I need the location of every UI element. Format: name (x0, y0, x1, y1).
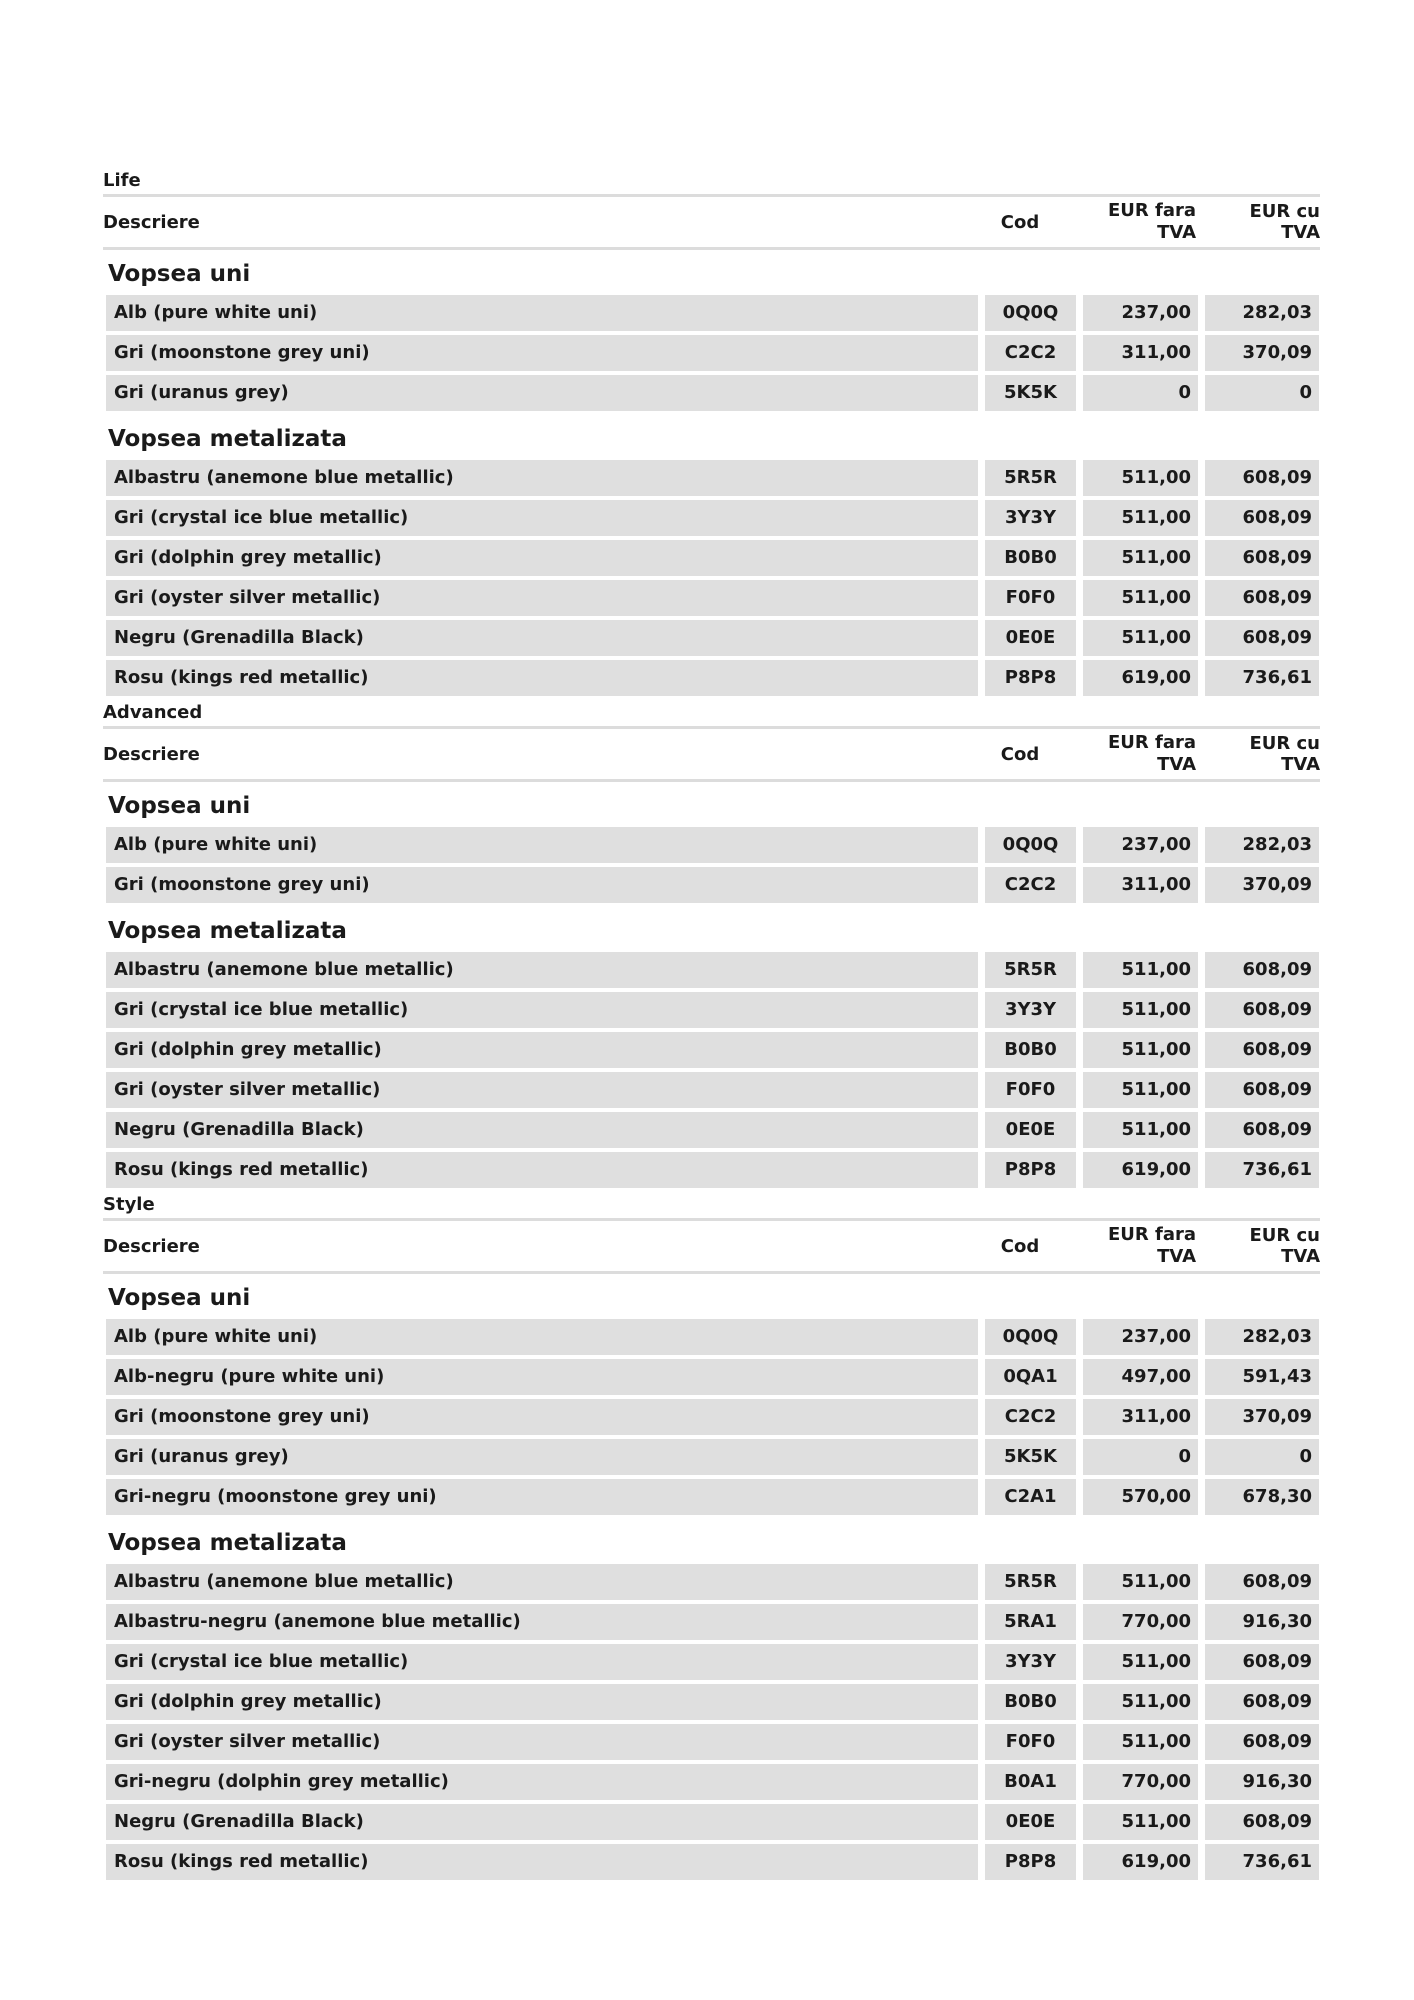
header-description: Descriere (103, 743, 200, 765)
table-row (103, 460, 1320, 500)
row-code: 3Y3Y (985, 992, 1076, 1028)
row-price-gross: 608,09 (1205, 1112, 1319, 1148)
row-code: B0B0 (985, 540, 1076, 576)
table-row (103, 335, 1320, 375)
trim-title: Advanced (103, 702, 203, 723)
row-description: Gri (oyster silver metallic) (106, 580, 978, 616)
row-description: Gri (oyster silver metallic) (106, 1072, 978, 1108)
row-price-net: 511,00 (1083, 1112, 1198, 1148)
row-price-gross: 608,09 (1205, 1804, 1319, 1840)
table-row (103, 1112, 1320, 1152)
row-code: B0B0 (985, 1032, 1076, 1068)
table-row (103, 540, 1320, 580)
row-price-net: 511,00 (1083, 460, 1198, 496)
table-row (103, 1684, 1320, 1724)
row-code: C2C2 (985, 335, 1076, 371)
table-row (103, 992, 1320, 1032)
row-description: Gri (crystal ice blue metallic) (106, 1644, 978, 1680)
row-code: F0F0 (985, 580, 1076, 616)
price-list-document (103, 168, 1320, 1884)
row-description: Alb (pure white uni) (106, 295, 978, 331)
row-price-net: 511,00 (1083, 540, 1198, 576)
row-price-gross: 608,09 (1205, 1072, 1319, 1108)
header-price-net: EUR fara TVA (1107, 732, 1196, 775)
table-row (103, 620, 1320, 660)
row-description: Gri (uranus grey) (106, 375, 978, 411)
table-row (103, 952, 1320, 992)
row-price-net: 311,00 (1083, 867, 1198, 903)
row-price-net: 511,00 (1083, 620, 1198, 656)
table-row (103, 1032, 1320, 1072)
row-code: 0Q0Q (985, 827, 1076, 863)
table-row (103, 1399, 1320, 1439)
row-price-gross: 608,09 (1205, 1684, 1319, 1720)
row-description: Rosu (kings red metallic) (106, 660, 978, 696)
trim-title: Style (103, 1194, 155, 1215)
row-description: Gri (crystal ice blue metallic) (106, 992, 978, 1028)
table-row (103, 1764, 1320, 1804)
row-code: C2A1 (985, 1479, 1076, 1515)
row-price-net: 0 (1083, 1439, 1198, 1475)
row-code: 5R5R (985, 460, 1076, 496)
row-code: P8P8 (985, 1152, 1076, 1188)
row-price-net: 619,00 (1083, 1844, 1198, 1880)
header-price-net: EUR fara TVA (1107, 200, 1196, 243)
row-price-gross: 608,09 (1205, 540, 1319, 576)
row-code: P8P8 (985, 660, 1076, 696)
trim-title: Life (103, 170, 141, 191)
row-description: Albastru (anemone blue metallic) (106, 952, 978, 988)
row-code: 0QA1 (985, 1359, 1076, 1395)
row-price-gross: 370,09 (1205, 867, 1319, 903)
row-price-net: 511,00 (1083, 1684, 1198, 1720)
row-code: B0A1 (985, 1764, 1076, 1800)
table-row (103, 1564, 1320, 1604)
row-description: Gri (dolphin grey metallic) (106, 1032, 978, 1068)
row-price-gross: 608,09 (1205, 580, 1319, 616)
row-price-net: 311,00 (1083, 335, 1198, 371)
row-price-gross: 608,09 (1205, 992, 1319, 1028)
row-description: Albastru-negru (anemone blue metallic) (106, 1604, 978, 1640)
row-price-gross: 0 (1205, 375, 1319, 411)
table-row (103, 1152, 1320, 1192)
row-description: Alb (pure white uni) (106, 827, 978, 863)
header-description: Descriere (103, 211, 200, 233)
table-row (103, 1072, 1320, 1112)
row-code: 0E0E (985, 620, 1076, 656)
table-header (103, 726, 1320, 782)
row-price-gross: 282,03 (1205, 295, 1319, 331)
row-price-gross: 608,09 (1205, 1724, 1319, 1760)
row-description: Alb-negru (pure white uni) (106, 1359, 978, 1395)
group-title: Vopsea metalizata (108, 426, 347, 452)
row-price-gross: 736,61 (1205, 1152, 1319, 1188)
group-title: Vopsea metalizata (108, 1530, 347, 1556)
row-price-net: 511,00 (1083, 992, 1198, 1028)
header-price-net: EUR fara TVA (1107, 1224, 1196, 1267)
row-price-net: 570,00 (1083, 1479, 1198, 1515)
row-description: Gri (moonstone grey uni) (106, 335, 978, 371)
row-price-gross: 370,09 (1205, 1399, 1319, 1435)
row-price-gross: 0 (1205, 1439, 1319, 1475)
row-code: 5K5K (985, 1439, 1076, 1475)
row-code: C2C2 (985, 867, 1076, 903)
row-price-gross: 916,30 (1205, 1604, 1319, 1640)
row-price-net: 0 (1083, 375, 1198, 411)
row-price-net: 237,00 (1083, 1319, 1198, 1355)
row-price-gross: 736,61 (1205, 1844, 1319, 1880)
table-row (103, 1724, 1320, 1764)
row-price-net: 511,00 (1083, 580, 1198, 616)
row-price-net: 511,00 (1083, 1724, 1198, 1760)
table-row (103, 1604, 1320, 1644)
row-price-gross: 678,30 (1205, 1479, 1319, 1515)
row-code: 5R5R (985, 952, 1076, 988)
group-title: Vopsea metalizata (108, 918, 347, 944)
row-price-net: 770,00 (1083, 1764, 1198, 1800)
row-price-gross: 608,09 (1205, 500, 1319, 536)
row-code: F0F0 (985, 1724, 1076, 1760)
row-price-net: 311,00 (1083, 1399, 1198, 1435)
row-price-net: 237,00 (1083, 827, 1198, 863)
row-code: P8P8 (985, 1844, 1076, 1880)
row-price-gross: 608,09 (1205, 1644, 1319, 1680)
row-code: C2C2 (985, 1399, 1076, 1435)
row-description: Rosu (kings red metallic) (106, 1844, 978, 1880)
row-description: Gri (dolphin grey metallic) (106, 1684, 978, 1720)
row-description: Gri (dolphin grey metallic) (106, 540, 978, 576)
row-code: 0E0E (985, 1112, 1076, 1148)
row-description: Negru (Grenadilla Black) (106, 620, 978, 656)
row-price-net: 619,00 (1083, 660, 1198, 696)
header-code: Cod (1000, 211, 1040, 233)
group-title: Vopsea uni (108, 261, 251, 287)
row-price-net: 511,00 (1083, 1072, 1198, 1108)
row-description: Negru (Grenadilla Black) (106, 1804, 978, 1840)
table-row (103, 1319, 1320, 1359)
row-description: Negru (Grenadilla Black) (106, 1112, 978, 1148)
row-price-net: 237,00 (1083, 295, 1198, 331)
row-price-net: 619,00 (1083, 1152, 1198, 1188)
row-price-gross: 591,43 (1205, 1359, 1319, 1395)
row-description: Albastru (anemone blue metallic) (106, 1564, 978, 1600)
row-price-gross: 608,09 (1205, 1032, 1319, 1068)
header-description: Descriere (103, 1235, 200, 1257)
table-row (103, 295, 1320, 335)
row-description: Gri (crystal ice blue metallic) (106, 500, 978, 536)
table-row (103, 1479, 1320, 1519)
row-description: Gri (oyster silver metallic) (106, 1724, 978, 1760)
row-price-net: 497,00 (1083, 1359, 1198, 1395)
row-code: 0Q0Q (985, 295, 1076, 331)
row-price-gross: 370,09 (1205, 335, 1319, 371)
row-code: 3Y3Y (985, 1644, 1076, 1680)
row-price-net: 511,00 (1083, 1644, 1198, 1680)
table-row (103, 827, 1320, 867)
group-title: Vopsea uni (108, 793, 251, 819)
row-price-gross: 916,30 (1205, 1764, 1319, 1800)
row-price-gross: 282,03 (1205, 827, 1319, 863)
table-row (103, 1644, 1320, 1684)
header-price-gross: EUR cu TVA (1249, 733, 1320, 775)
row-description: Gri-negru (dolphin grey metallic) (106, 1764, 978, 1800)
row-price-net: 511,00 (1083, 500, 1198, 536)
row-code: 0E0E (985, 1804, 1076, 1840)
row-price-gross: 608,09 (1205, 1564, 1319, 1600)
header-price-gross: EUR cu TVA (1249, 201, 1320, 243)
header-price-gross: EUR cu TVA (1249, 1225, 1320, 1267)
table-row (103, 375, 1320, 415)
trim-section-style (103, 1192, 1320, 1884)
row-price-net: 770,00 (1083, 1604, 1198, 1640)
group-title: Vopsea uni (108, 1285, 251, 1311)
table-row (103, 500, 1320, 540)
table-header (103, 1218, 1320, 1274)
table-header (103, 194, 1320, 250)
row-price-net: 511,00 (1083, 952, 1198, 988)
row-code: 0Q0Q (985, 1319, 1076, 1355)
row-code: B0B0 (985, 1684, 1076, 1720)
row-description: Alb (pure white uni) (106, 1319, 978, 1355)
row-price-gross: 608,09 (1205, 620, 1319, 656)
row-code: 5R5R (985, 1564, 1076, 1600)
trim-section-life (103, 168, 1320, 700)
table-row (103, 1359, 1320, 1399)
row-price-gross: 608,09 (1205, 952, 1319, 988)
row-description: Albastru (anemone blue metallic) (106, 460, 978, 496)
row-code: 5RA1 (985, 1604, 1076, 1640)
row-code: F0F0 (985, 1072, 1076, 1108)
row-description: Gri-negru (moonstone grey uni) (106, 1479, 978, 1515)
table-row (103, 1844, 1320, 1884)
header-code: Cod (1000, 743, 1040, 765)
row-description: Gri (moonstone grey uni) (106, 867, 978, 903)
row-price-gross: 736,61 (1205, 660, 1319, 696)
row-code: 3Y3Y (985, 500, 1076, 536)
row-price-net: 511,00 (1083, 1564, 1198, 1600)
row-code: 5K5K (985, 375, 1076, 411)
row-price-gross: 608,09 (1205, 460, 1319, 496)
row-description: Gri (moonstone grey uni) (106, 1399, 978, 1435)
table-row (103, 580, 1320, 620)
row-price-gross: 282,03 (1205, 1319, 1319, 1355)
row-description: Gri (uranus grey) (106, 1439, 978, 1475)
table-row (103, 1439, 1320, 1479)
trim-section-advanced (103, 700, 1320, 1192)
row-description: Rosu (kings red metallic) (106, 1152, 978, 1188)
row-price-net: 511,00 (1083, 1032, 1198, 1068)
header-code: Cod (1000, 1235, 1040, 1257)
row-price-net: 511,00 (1083, 1804, 1198, 1840)
table-row (103, 1804, 1320, 1844)
table-row (103, 660, 1320, 700)
table-row (103, 867, 1320, 907)
